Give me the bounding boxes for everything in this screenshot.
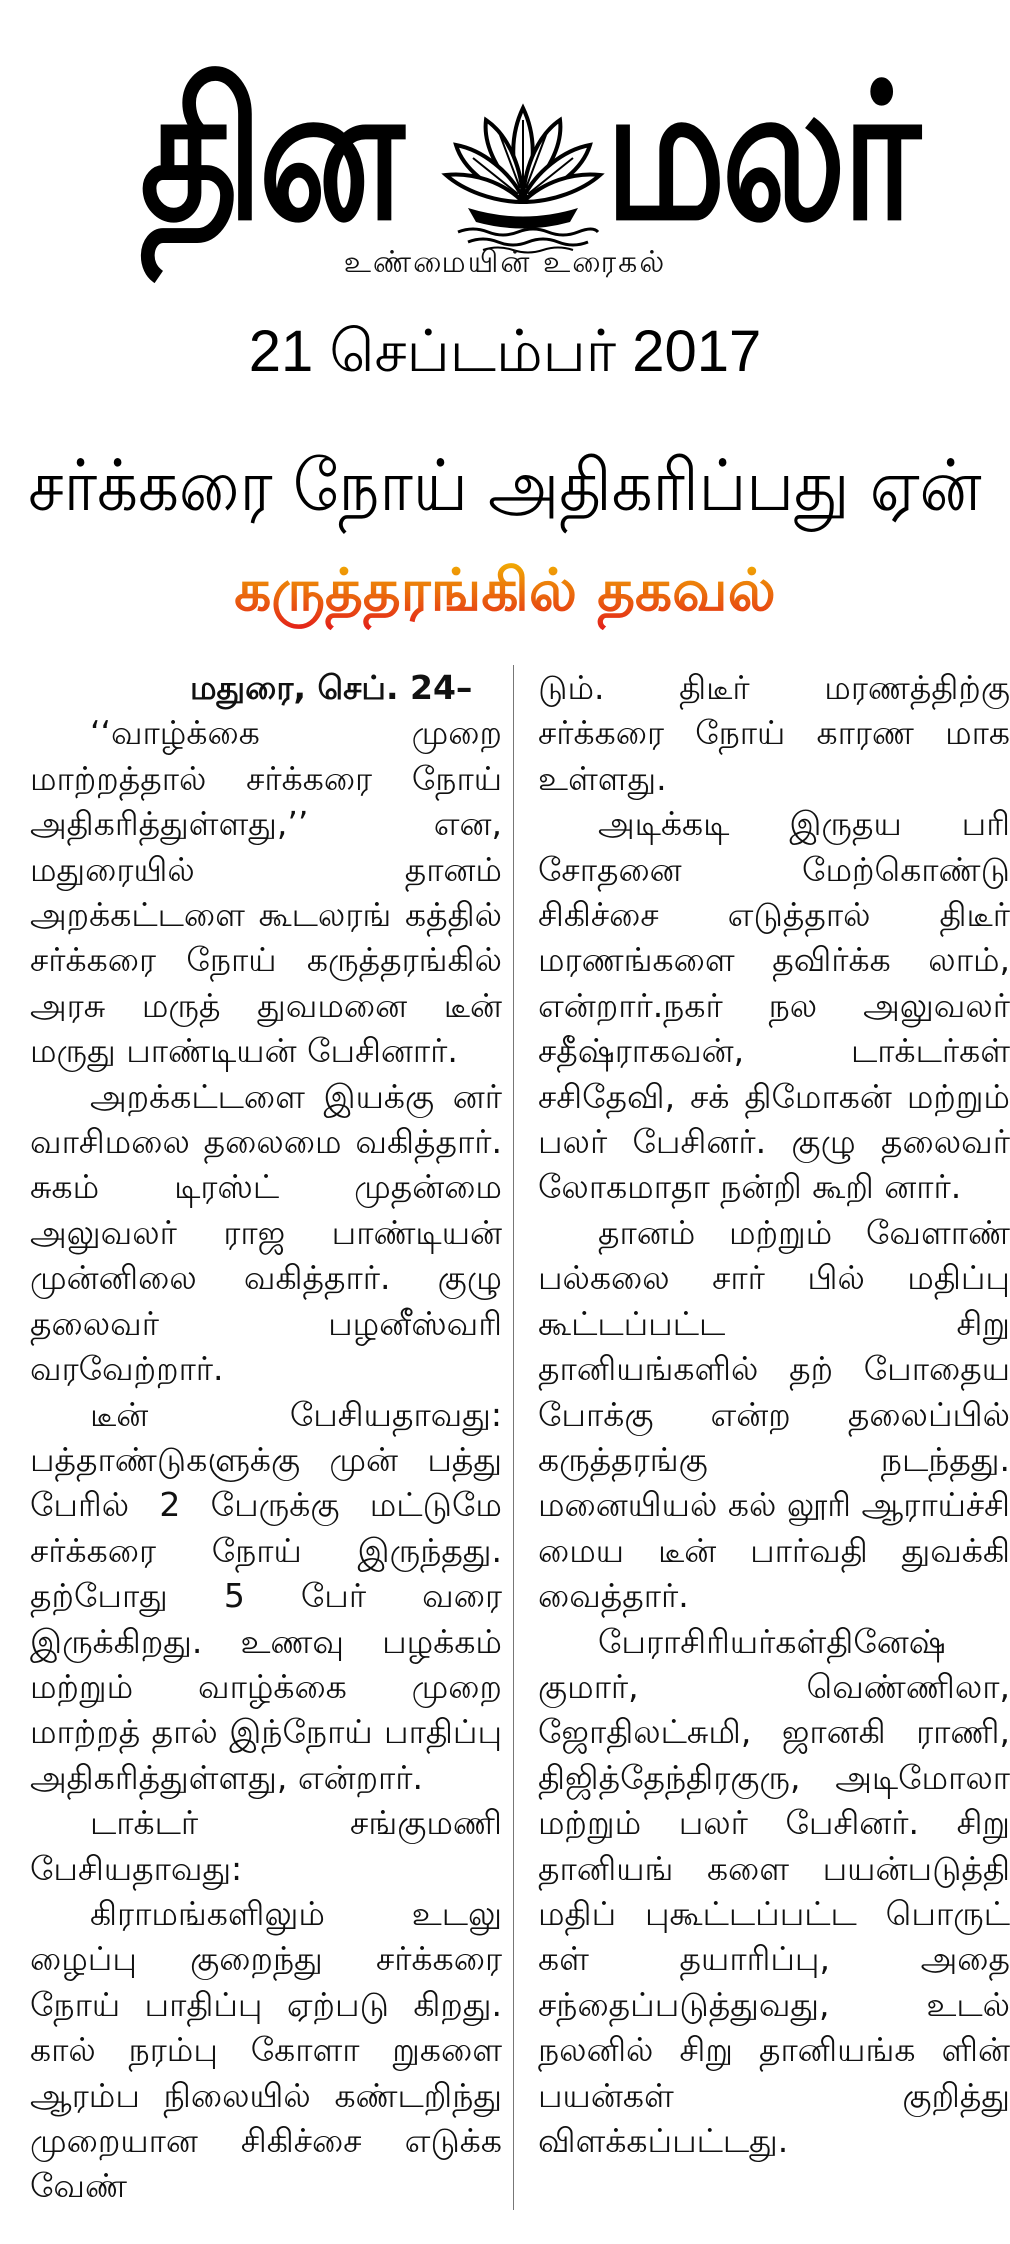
article-paragraph: டீன் பேசியதாவது: பத்தாண்டுகளுக்கு முன் பத்து பேரில் 2 பேருக்கு மட்டுமே சர்க்கரை நோய் இருந்தது. தற்போது 5 பேர் வரை இருக்கிறது. உணவு பழக்கம் மற்றும் வாழ்க்கை முறை மாற்றத் தால் இந்நோய் பாதிப்பு அதிகரித்துள்ளது, என்றார். bbox=[30, 1394, 502, 1797]
article-paragraph: கிராமங்களிலும் உடலு ழைப்பு குறைந்து சர்க்கரை நோய் பாதிப்பு ஏற்படு கிறது. கால் நரம்பு கோளா றுகளை ஆரம்ப நிலையில் கண்டறிந்து முறையான சிகிச்சை எடுக்க வேண் bbox=[30, 1893, 502, 2206]
article-paragraph: ‘‘வாழ்க்கை முறை மாற்றத்தால் சர்க்கரை நோய் அதிகரித்துள்ளது,’’ என, மதுரையில் தானம் அறக்கட்டளை கூடலரங் கத்தில் சர்க்கரை நோய் கருத்தரங்கில் அரசு மருத் துவமனை டீன் மருது பாண்டியன் பேசினார். bbox=[30, 713, 502, 1071]
brand-name-left: தின bbox=[140, 45, 401, 263]
article-paragraph: பேராசிரியர்கள்தினேஷ் குமார், வெண்ணிலா, ஜோதிலட்சுமி, ஜானகி ராணி, திஜித்தேந்திரகுரு, அடிமோலா மற்றும் பலர் பேசினர். சிறு தானியங் களை பயன்படுத்தி மதிப் புகூட்டப்பட்ட பொருட் கள் தயாரிப்பு, அதை சந்தைப்படுத்துவது, உடல் நலனில் சிறு தானியங்க ளின் பயன்கள் குறித்து விளக்கப்பட்டது. bbox=[538, 1621, 1010, 2160]
lotus-logo-icon bbox=[438, 90, 608, 255]
headline: சர்க்கரை நோய் அதிகரிப்பது ஏன் bbox=[28, 445, 982, 528]
article-dateline: மதுரை, செப். 24– bbox=[190, 668, 473, 707]
article-column-left bbox=[30, 665, 502, 2209]
brand-name-right: மலர் bbox=[605, 45, 917, 263]
article-column-right bbox=[538, 665, 1010, 2163]
article bbox=[20, 665, 1010, 2225]
article-paragraph: டாக்டர் சங்குமணி பேசியதாவது: bbox=[30, 1803, 502, 1888]
article-paragraph: அடிக்கடி இருதய பரி சோதனை மேற்கொண்டு சிகிச்சை எடுத்தால் திடீர் மரணங்களை தவிர்க்க லாம், என்றார்.நகர் நல அலுவலர் சதீஷ்ராகவன், டாக்டர்கள் சசிதேவி, சக் திமோகன் மற்றும் பலர் பேசினர். குழு தலைவர் லோகமாதா நன்றி கூறி னார். bbox=[538, 804, 1010, 1207]
column-divider bbox=[513, 665, 514, 2210]
masthead-tagline: உண்மையின் உரைகல் bbox=[343, 245, 667, 280]
article-paragraph: டும். திடீர் மரணத்திற்கு சர்க்கரை நோய் காரண மாக உள்ளது. bbox=[538, 668, 1010, 798]
subheadline bbox=[0, 545, 1010, 635]
subheadline-text: கருத்தரங்கில் தகவல் bbox=[234, 556, 776, 624]
article-paragraph: அறக்கட்டளை இயக்கு னர் வாசிமலை தலைமை வகித்தார். சுகம் டிரஸ்ட் முதன்மை அலுவலர் ராஜ பாண்டியன் முன்னிலை வகித்தார். குழு தலைவர் பழனீஸ்வரி வரவேற்றார். bbox=[30, 1076, 502, 1389]
publication-date: 21 செப்டம்பர் 2017 bbox=[248, 319, 762, 384]
masthead bbox=[0, 0, 1010, 300]
article-paragraph: தானம் மற்றும் வேளாண் பல்கலை சார் பில் மதிப்பு கூட்டப்பட்ட சிறு தானியங்களில் தற் போதைய போக்கு என்ற தலைப்பில் கருத்தரங்கு நடந்தது. மனையியல் கல் லூரி ஆராய்ச்சி மைய டீன் பார்வதி துவக்கி வைத்தார். bbox=[538, 1212, 1010, 1616]
